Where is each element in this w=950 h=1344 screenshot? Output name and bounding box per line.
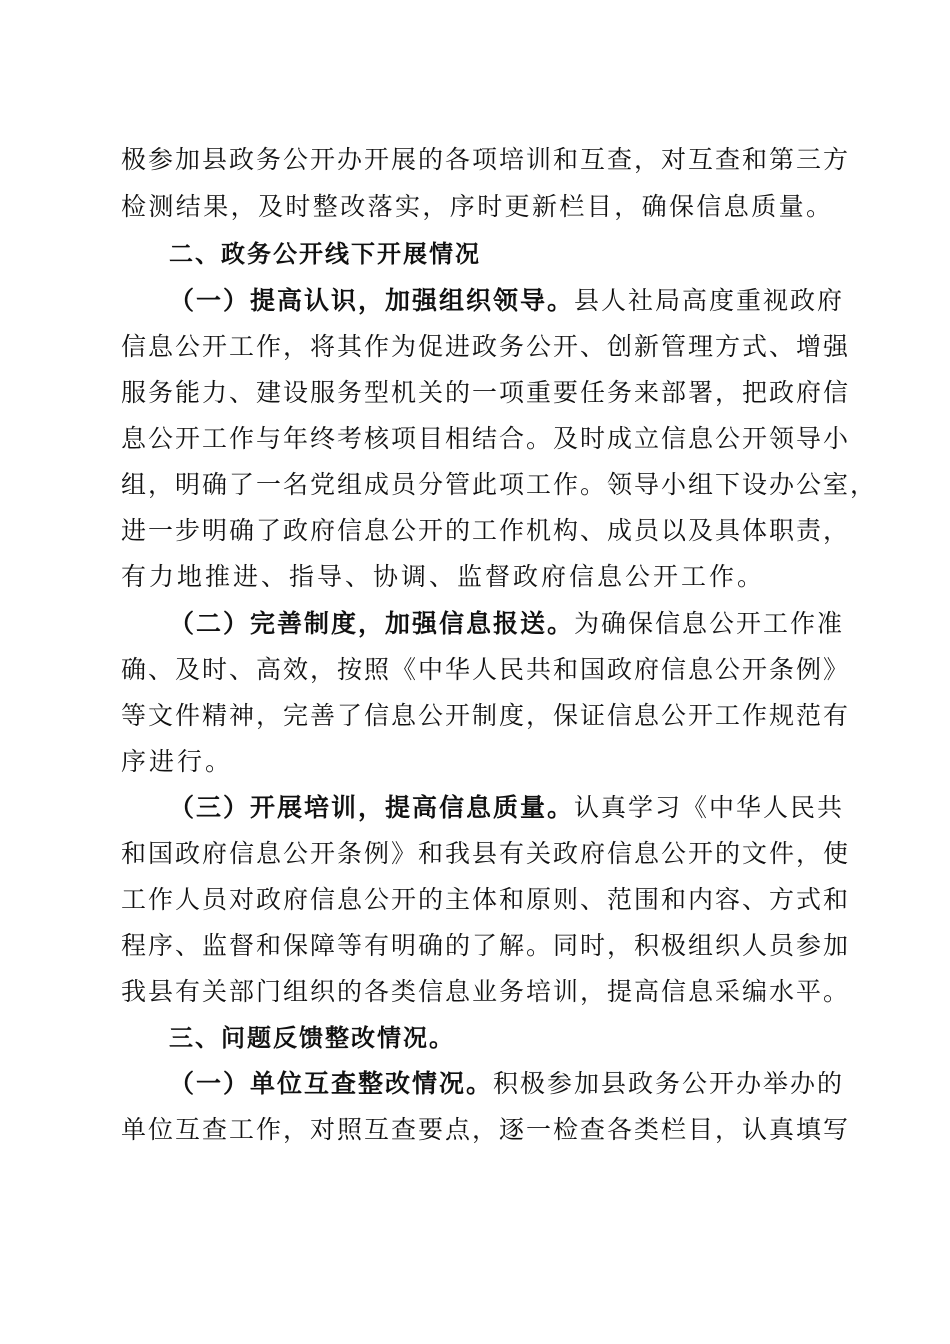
- paragraph-2-line-1: （二）完善制度，加强信息报送。为确保信息公开工作准: [169, 609, 845, 638]
- body-line-1: 极参加县政务公开办开展的各项培训和互查，对互查和第三方: [121, 145, 851, 174]
- paragraph-1-line-3: 服务能力、建设服务型机关的一项重要任务来部署，把政府信: [121, 378, 851, 407]
- paragraph-2-line-4: 序进行。: [121, 747, 234, 776]
- paragraph-4-line-1: （一）单位互查整改情况。积极参加县政务公开办举办的: [169, 1069, 845, 1098]
- paragraph-3-line-5: 我县有关部门组织的各类信息业务培训，提高信息采编水平。: [121, 977, 851, 1006]
- paragraph-1-line-5: 组，明确了一名党组成员分管此项工作。领导小组下设办公室，: [121, 470, 878, 499]
- paragraph-3-line-4: 程序、监督和保障等有明确的了解。同时，积极组织人员参加: [121, 931, 851, 960]
- paragraph-1-line-6: 进一步明确了政府信息公开的工作机构、成员以及具体职责，: [121, 516, 851, 545]
- paragraph-1-line-1: （一）提高认识，加强组织领导。县人社局高度重视政府: [169, 286, 845, 315]
- section-heading-3: 三、问题反馈整改情况。: [169, 1024, 455, 1052]
- paragraph-3-line-2: 和国政府信息公开条例》和我县有关政府信息公开的文件，使: [121, 839, 851, 868]
- paragraph-2-line-2: 确、及时、高效，按照《中华人民共和国政府信息公开条例》: [121, 655, 851, 684]
- subheading-1: （一）提高认识，加强组织领导。: [169, 286, 575, 315]
- paragraph-2-line-3: 等文件精神，完善了信息公开制度，保证信息公开工作规范有: [121, 701, 851, 730]
- subheading-4: （一）单位互查整改情况。: [169, 1069, 494, 1098]
- paragraph-1-line-4: 息公开工作与年终考核项目相结合。及时成立信息公开领导小: [121, 424, 851, 453]
- paragraph-3-line-3: 工作人员对政府信息公开的主体和原则、范围和内容、方式和: [121, 885, 851, 914]
- paragraph-4-line-2: 单位互查工作，对照互查要点，逐一检查各类栏目，认真填写: [121, 1115, 851, 1144]
- body-line-2: 检测结果，及时整改落实，序时更新栏目，确保信息质量。: [121, 192, 833, 221]
- paragraph-1-line-7: 有力地推进、指导、协调、监督政府信息公开工作。: [121, 562, 766, 591]
- subheading-3: （三）开展培训，提高信息质量。: [169, 793, 575, 822]
- paragraph-1-line-2: 信息公开工作，将其作为促进政务公开、创新管理方式、增强: [121, 332, 851, 361]
- section-heading-2: 二、政务公开线下开展情况: [169, 240, 481, 268]
- subheading-2: （二）完善制度，加强信息报送。: [169, 609, 575, 638]
- paragraph-3-line-1: （三）开展培训，提高信息质量。认真学习《中华人民共: [169, 793, 845, 822]
